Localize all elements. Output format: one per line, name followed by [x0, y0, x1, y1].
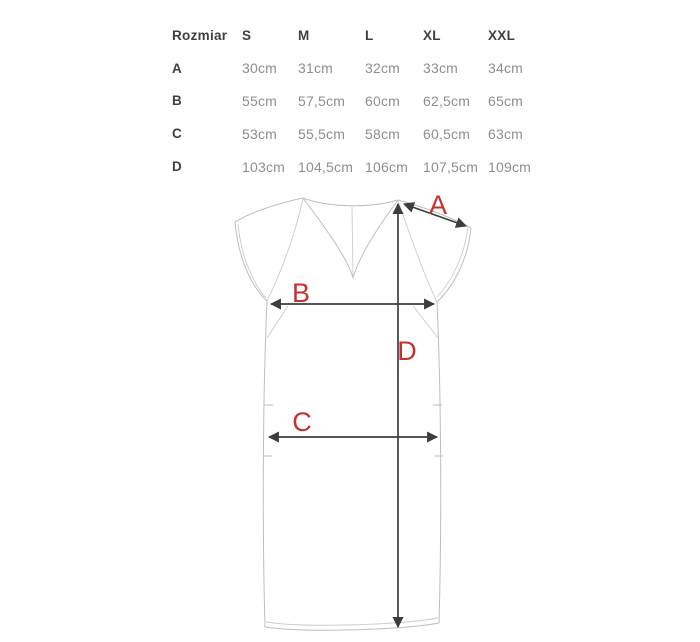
cell-b-l: 60cm — [365, 92, 401, 109]
row-label-c: C — [172, 126, 183, 142]
right-underarm-dart — [413, 306, 439, 339]
cell-a-l: 32cm — [365, 60, 401, 77]
hem-stitch-line — [266, 618, 438, 625]
cell-d-xl: 107,5cm — [423, 158, 479, 175]
col-header-m: M — [298, 27, 310, 43]
cell-c-s: 53cm — [242, 125, 278, 142]
right-side-seam — [437, 302, 441, 623]
cell-a-s: 30cm — [242, 60, 278, 77]
col-header-l: L — [365, 27, 374, 43]
row-label-a: A — [172, 60, 183, 76]
measure-label-d: D — [397, 336, 417, 366]
center-front-line — [352, 207, 353, 277]
cell-b-s: 55cm — [242, 92, 278, 109]
cell-d-s: 103cm — [242, 158, 286, 175]
measure-label-c: C — [292, 407, 312, 437]
cell-c-xl: 60,5cm — [423, 125, 471, 142]
col-header-xxl: XXL — [488, 27, 516, 43]
cell-d-l: 106cm — [365, 158, 409, 175]
cell-c-l: 58cm — [365, 125, 401, 142]
cell-c-m: 55,5cm — [298, 125, 346, 142]
left-side-seam — [263, 301, 267, 627]
measure-label-b: B — [291, 278, 311, 308]
col-header-rozmiar: Rozmiar — [172, 27, 228, 43]
left-sleeve-hem-line — [238, 224, 266, 298]
left-underarm-dart — [267, 306, 288, 338]
cell-b-xl: 62,5cm — [423, 92, 471, 109]
row-label-b: B — [172, 93, 183, 109]
cell-b-m: 57,5cm — [298, 92, 346, 109]
cell-d-xxl: 109cm — [488, 158, 532, 175]
col-header-xl: XL — [423, 27, 441, 43]
cell-a-m: 31cm — [298, 60, 334, 77]
dress-outline — [235, 198, 471, 630]
row-label-d: D — [172, 159, 183, 175]
cell-a-xxl: 34cm — [488, 60, 524, 77]
col-header-s: S — [242, 27, 252, 43]
cell-d-m: 104,5cm — [298, 158, 354, 175]
measure-label-a: A — [428, 190, 448, 220]
cell-c-xxl: 63cm — [488, 125, 524, 142]
cell-a-xl: 33cm — [423, 60, 459, 77]
cell-b-xxl: 65cm — [488, 92, 524, 109]
